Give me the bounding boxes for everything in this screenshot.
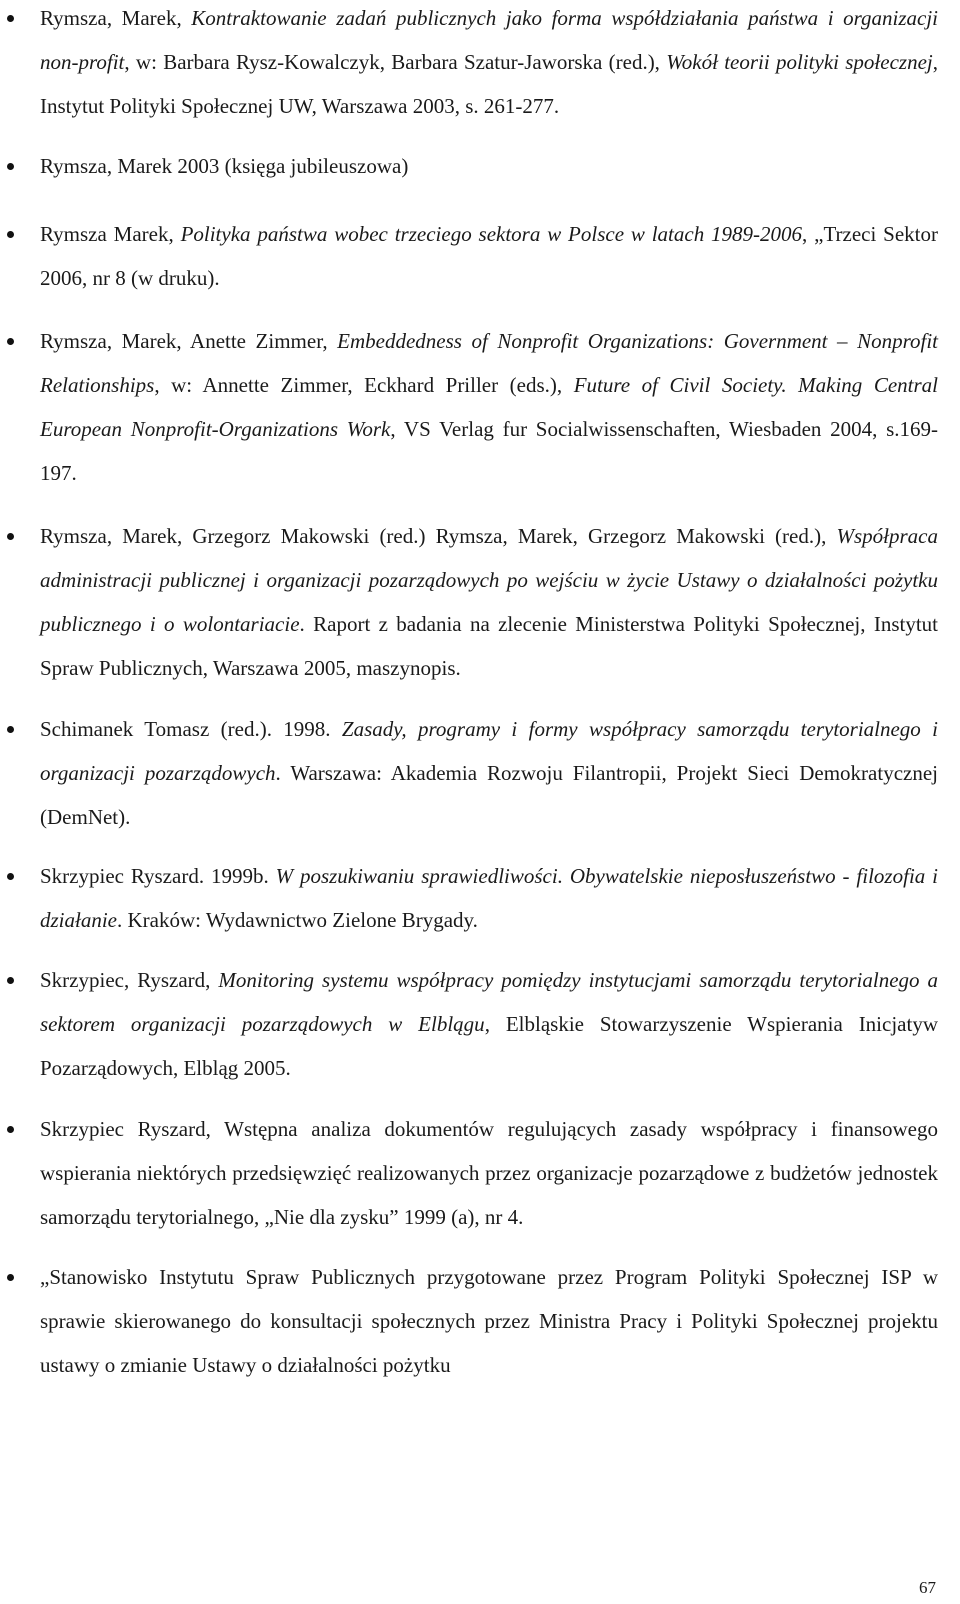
entry-text: Rymsza Marek, — [40, 222, 181, 246]
entry-title-italic: Future of Civil Society. Making Central European Nonprofit-Organizations Work — [40, 373, 938, 441]
entry-title-italic: Embeddedness of Nonprofit Organizations: Government – Nonprofit Relationships — [40, 329, 938, 397]
bibliography-entry — [40, 1255, 938, 1387]
entry-text: Rymsza, Marek 2003 (księga jubileuszowa) — [40, 154, 409, 178]
entry-text: , VS Verlag fur Socialwissenschaften, Wiesbaden 2004, s.169-197. — [40, 417, 939, 485]
entry-text: . Raport z badania na zlecenie Ministerstwa Polityki Społecznej, Instytut Spraw Publicznych, Warszawa 2005, maszynopis. — [40, 612, 938, 680]
bibliography-entry — [40, 319, 938, 495]
entry-text: Rymsza, Marek, Grzegorz Makowski (red.) Rymsza, Marek, Grzegorz Makowski (red.), — [40, 524, 837, 548]
entry-text: , Elbląskie Stowarzyszenie Wspierania Inicjatyw Pozarządowych, Elbląg 2005. — [40, 1012, 938, 1080]
entry-title-italic: Monitoring systemu współpracy pomiędzy instytucjami samorządu terytorialnego a sektorem organizacji pozarządowych w Elblągu — [40, 968, 938, 1036]
entry-title-italic: W poszukiwaniu sprawiedliwości. Obywatelskie nieposłuszeństwo - filozofia i działanie — [40, 864, 938, 932]
entry-title-italic: Polityka państwa wobec trzeciego sektora w Polsce w latach 1989-2006 — [180, 222, 803, 246]
bibliography-entry — [40, 144, 938, 188]
entry-title-italic: Zasady, programy i formy współpracy samorządu terytorialnego i organizacji pozarządowych — [40, 717, 938, 785]
bibliography-list — [40, 0, 938, 1387]
bibliography-entry — [40, 707, 938, 839]
entry-title-italic: Współpraca administracji publicznej i organizacji pozarządowych po wejściu w życie Ustawy o działalności pożytku publicznego i o wolontariacie — [40, 524, 938, 636]
entry-text: Rymsza, Marek, Anette Zimmer, — [40, 329, 338, 353]
bibliography-entry — [40, 854, 938, 942]
entry-text: Skrzypiec Ryszard, Wstępna analiza dokumentów regulujących zasady współpracy i finansowego wspierania niektórych przedsięwzięć realizowanych przez organizacje pozarządowe z budżetów jednostek samorządu terytorialnego, „Nie dla zysku” 1999 (a), nr 4. — [40, 1117, 938, 1229]
bibliography-entry — [40, 212, 938, 300]
entry-title-italic: Kontraktowanie zadań publicznych jako forma współdziałania państwa i organizacji non-profit — [40, 6, 939, 74]
entry-text: , „Trzeci Sektor 2006, nr 8 (w druku). — [40, 222, 939, 290]
entry-text: , w: Annette Zimmer, Eckhard Priller (eds.), — [154, 373, 574, 397]
entry-text: , Instytut Polityki Społecznej UW, Warszawa 2003, s. 261-277. — [40, 50, 938, 118]
entry-title-italic: Wokół teorii polityki społecznej — [666, 50, 933, 74]
entry-text: Skrzypiec Ryszard. 1999b. — [40, 864, 276, 888]
bibliography-entry — [40, 514, 938, 690]
entry-text: , w: Barbara Rysz-Kowalczyk, Barbara Szatur-Jaworska (red.), — [124, 50, 667, 74]
entry-text: „Stanowisko Instytutu Spraw Publicznych przygotowane przez Program Polityki Społecznej ISP w sprawie skierowanego do konsultacji społecznych przez Ministra Pracy i Polityki Społecznej projektu ustawy o zmianie Ustawy o działalności pożytku — [40, 1265, 938, 1377]
page-number: 67 — [919, 1578, 936, 1597]
bibliography-entry — [40, 0, 938, 128]
entry-text: Schimanek Tomasz (red.). 1998. — [40, 717, 342, 741]
entry-text: . Kraków: Wydawnictwo Zielone Brygady. — [117, 908, 478, 932]
bibliography-entry — [40, 958, 938, 1090]
bibliography-entry — [40, 1107, 938, 1239]
entry-text: . Warszawa: Akademia Rozwoju Filantropii, Projekt Sieci Demokratycznej (DemNet). — [40, 761, 938, 829]
entry-text: Rymsza, Marek, — [40, 6, 192, 30]
entry-text: Skrzypiec, Ryszard, — [40, 968, 219, 992]
